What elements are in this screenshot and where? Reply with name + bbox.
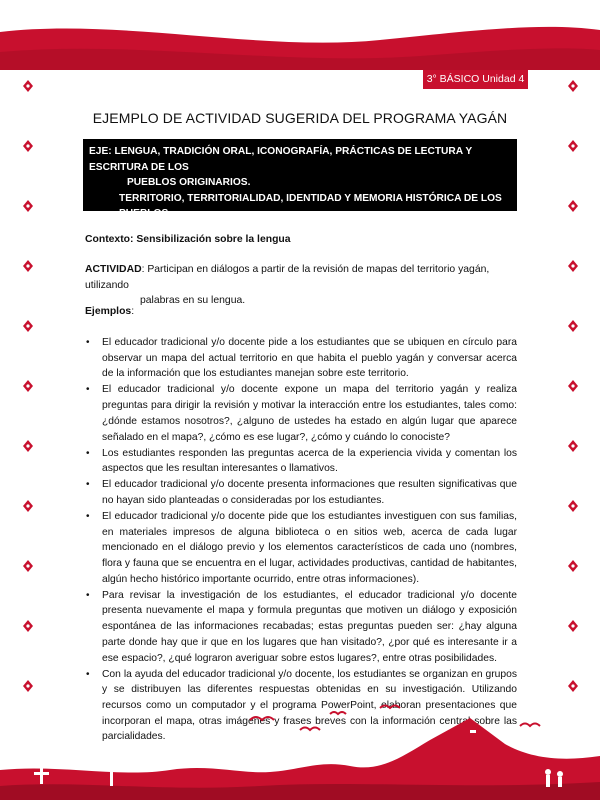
examples-colon: :	[131, 306, 135, 317]
bullet-icon: •	[86, 384, 90, 396]
bullet-icon: •	[86, 589, 90, 601]
activity-text-2: palabras en su lengua.	[140, 295, 246, 306]
list-item: • El educador tradicional y/o docente presenta informaciones que resulten significativas que no hayan sido planteadas o consideradas por los estudiantes.	[86, 479, 517, 506]
eje-line-3: TERRITORIO, TERRITORIALIDAD, IDENTIDAD Y MEMORIA HISTÓRICA DE LOS PUEBLOS	[119, 192, 502, 220]
bullet-icon: •	[86, 510, 90, 522]
page-title: EJEMPLO DE ACTIVIDAD SUGERIDA DEL PROGRAMA YAGÁN	[92, 110, 508, 126]
examples-label: Ejemplos	[85, 306, 132, 317]
grade-unit-badge: 3° BÁSICO Unidad 4	[423, 70, 528, 89]
list-item: • El educador tradicional y/o docente pide a los estudiantes que se ubiquen en círculo para observar un mapa del actual territorio en que habita el pueblo yagán y conversar acerca de la información que los estudiantes manejan sobre este territorio.	[86, 337, 517, 380]
list-item: • Con la ayuda del educador tradicional y/o docente, los estudiantes se organizan en grupos y se distribuyen las diferentes respuestas obtenidas en su investigación. Utilizando recursos como un computador y el programa PowerPoint, elaboran presentaciones que incorporan el mapa, otras imágenes y frases breves con la información central sobre las parcialidades.	[86, 668, 517, 743]
eje-box	[83, 139, 517, 235]
eje-line-1: EJE: LENGUA, TRADICIÓN ORAL, ICONOGRAFÍA, PRÁCTICAS DE LECTURA Y ESCRITURA DE LOS	[89, 146, 472, 173]
list-item: • El educador tradicional y/o docente expone un mapa del territorio yagán y realiza preguntas para dirigir la revisión y motivar la interacción entre los estudiantes, tales como: ¿dónde estamos nosotros?, ¿alguno de ustedes ha estado en algún lugar que aparece señalado en el mapa?, ¿cómo es ese lugar?, ¿cómo y cuándo lo conociste?	[86, 384, 517, 443]
bullet-icon: •	[86, 668, 90, 680]
activity-label: ACTIVIDAD	[85, 264, 142, 275]
eje-line-4: ORIGINARIOS.	[89, 223, 161, 235]
landscape-illustration	[0, 700, 600, 800]
examples-heading	[85, 306, 134, 317]
list-item: • El educador tradicional y/o docente pide que los estudiantes investiguen con sus familias, en materiales impresos de alguna biblioteca o en sitios web, acerca de cada lugar mencionado en el diálogo previo y los elementos característicos de cada uno (nombres, flora y fauna que se encuentra en el lugar, actividades productivas, cantidad de habitantes, algún hecho histórico importante ocurrido, entre otras informaciones).	[86, 510, 517, 585]
list-item: • Los estudiantes responden las preguntas acerca de la experiencia vivida y comentan los aspectos que les resultan interesantes o llamativos.	[86, 447, 517, 475]
activity-text-1: : Participan en diálogos a partir de la revisión de mapas del territorio yagán, utilizando	[85, 264, 490, 291]
header-wave-band	[0, 0, 600, 70]
bullet-icon: •	[86, 337, 90, 348]
bullet-icon: •	[86, 479, 90, 491]
activity-block	[85, 262, 515, 309]
eje-line-2: PUEBLOS ORIGINARIOS.	[127, 177, 251, 189]
bullet-icon: •	[86, 447, 90, 459]
context-heading: Contexto: Sensibilización sobre la lengua	[85, 234, 291, 245]
examples-list	[0, 335, 600, 745]
list-item: • Para revisar la investigación de los estudiantes, el educador tradicional y/o docente presenta nuevamente el mapa y formula preguntas que motiven un diálogo y exposición espontánea de las informaciones recabadas; estas preguntas pueden ser: ¿hay alguna parte donde hay que ir que en los lugares que han visitado?, ¿por qué es interesante ir a ese espacio?, ¿qué lograron averiguar sobre estos lugares?, entre otras posibilidades.	[86, 589, 517, 664]
